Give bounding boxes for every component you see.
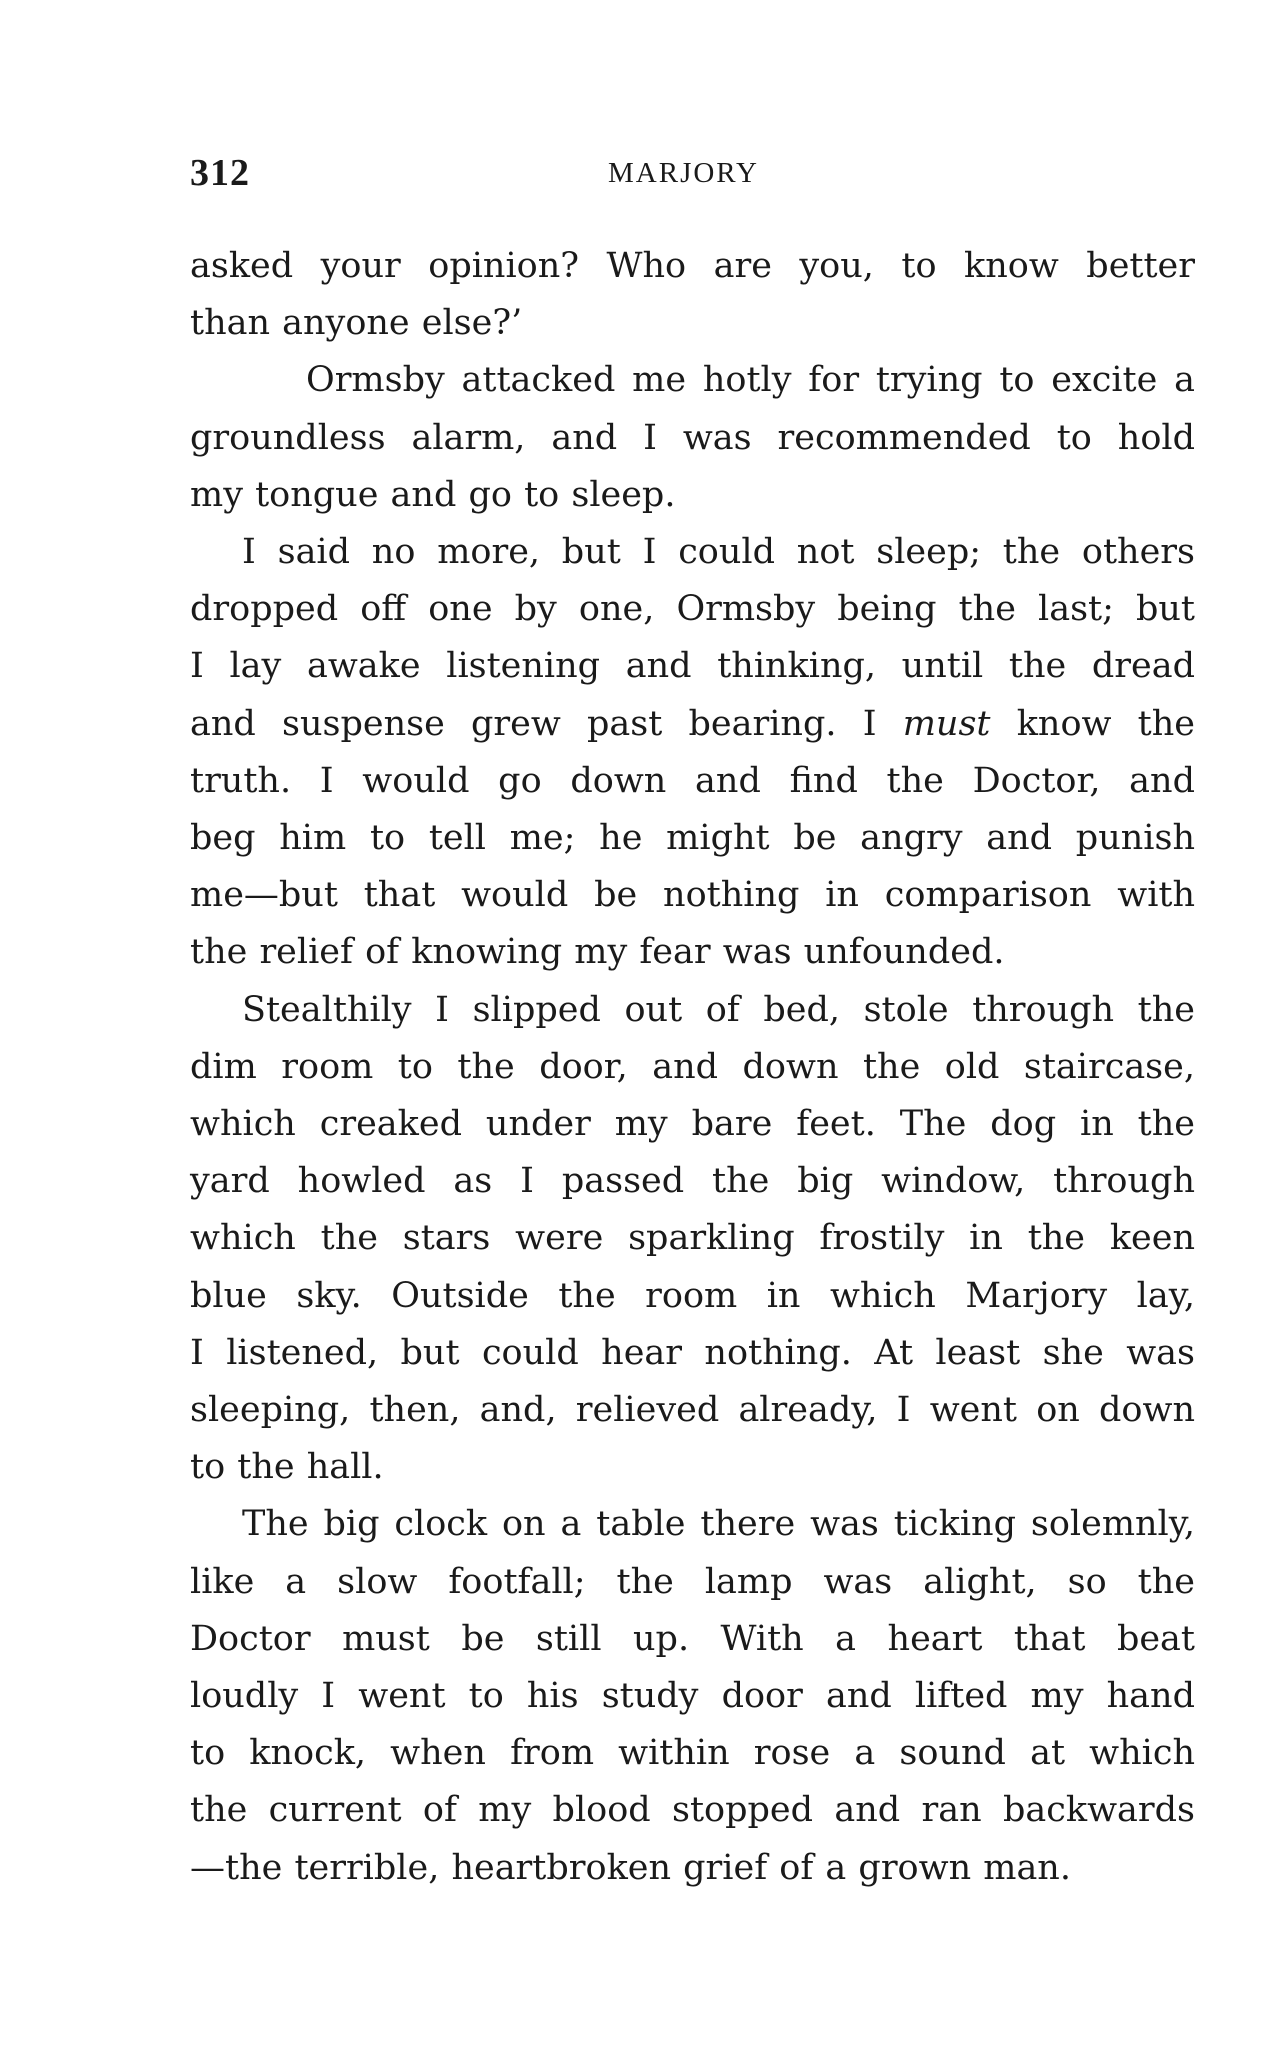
text-line-with-emphasis xyxy=(190,696,1195,753)
text-line: than anyone else?’ xyxy=(190,303,523,344)
paragraph xyxy=(190,524,1195,982)
text-line: —the terrible, heartbroken grief of a grown man. xyxy=(190,1847,1071,1888)
text-line: asked your opinion? Who are you, to know better xyxy=(190,246,1195,286)
text-line: loudly I went to his study door and lifted my hand xyxy=(190,1676,1195,1717)
text-line: truth. I would go down and find the Doctor, and xyxy=(190,760,1195,801)
paragraph xyxy=(190,238,1195,352)
text-line: I listened, but could hear nothing. At least she was xyxy=(190,1332,1195,1373)
text-line: I said no more, but I could not sleep; the others xyxy=(242,532,1195,573)
text-line: to the hall. xyxy=(190,1447,384,1488)
text-line: Ormsby attacked me hotly for trying to excite a xyxy=(306,360,1195,401)
text-line: the relief of knowing my fear was unfounded. xyxy=(190,932,1005,973)
page-header xyxy=(190,148,1195,198)
text-line: which the stars were sparkling frostily in the keen xyxy=(190,1218,1195,1259)
text-segment: know the xyxy=(990,703,1195,744)
paragraph xyxy=(190,352,1195,524)
page-number: 312 xyxy=(190,152,250,194)
text-line: The big clock on a table there was ticking solemnly, xyxy=(242,1504,1195,1545)
text-line: groundless alarm, and I was recommended to hold xyxy=(190,417,1195,458)
text-line: dropped off one by one, Ormsby being the last; but xyxy=(190,589,1195,630)
text-line: like a slow footfall; the lamp was alight, so the xyxy=(190,1561,1195,1602)
text-line: which creaked under my bare feet. The dog in the xyxy=(190,1104,1195,1145)
paragraph xyxy=(190,1496,1195,1896)
emphasized-word: must xyxy=(902,703,991,744)
body-text xyxy=(190,238,1195,1897)
text-segment: and suspense grew past bearing. I xyxy=(190,703,903,744)
text-line: to knock, when from within rose a sound at which xyxy=(190,1733,1195,1774)
paragraph xyxy=(190,982,1195,1497)
text-line: Stealthily I slipped out of bed, stole through the xyxy=(242,989,1195,1030)
text-line: sleeping, then, and, relieved already, I went on down xyxy=(190,1390,1195,1431)
text-line: beg him to tell me; he might be angry and punish xyxy=(190,818,1195,859)
text-line: Doctor must be still up. With a heart that beat xyxy=(190,1618,1195,1659)
text-line: my tongue and go to sleep. xyxy=(190,474,676,515)
text-line: me—but that would be nothing in comparison with xyxy=(190,875,1195,916)
text-line: blue sky. Outside the room in which Marjory lay, xyxy=(190,1275,1195,1316)
text-line: yard howled as I passed the big window, through xyxy=(190,1161,1195,1202)
text-line: I lay awake listening and thinking, until the dread xyxy=(190,646,1195,687)
text-line: the current of my blood stopped and ran backwards xyxy=(190,1790,1195,1831)
text-line: dim room to the door, and down the old staircase, xyxy=(190,1046,1195,1087)
running-head: MARJORY xyxy=(608,157,759,189)
